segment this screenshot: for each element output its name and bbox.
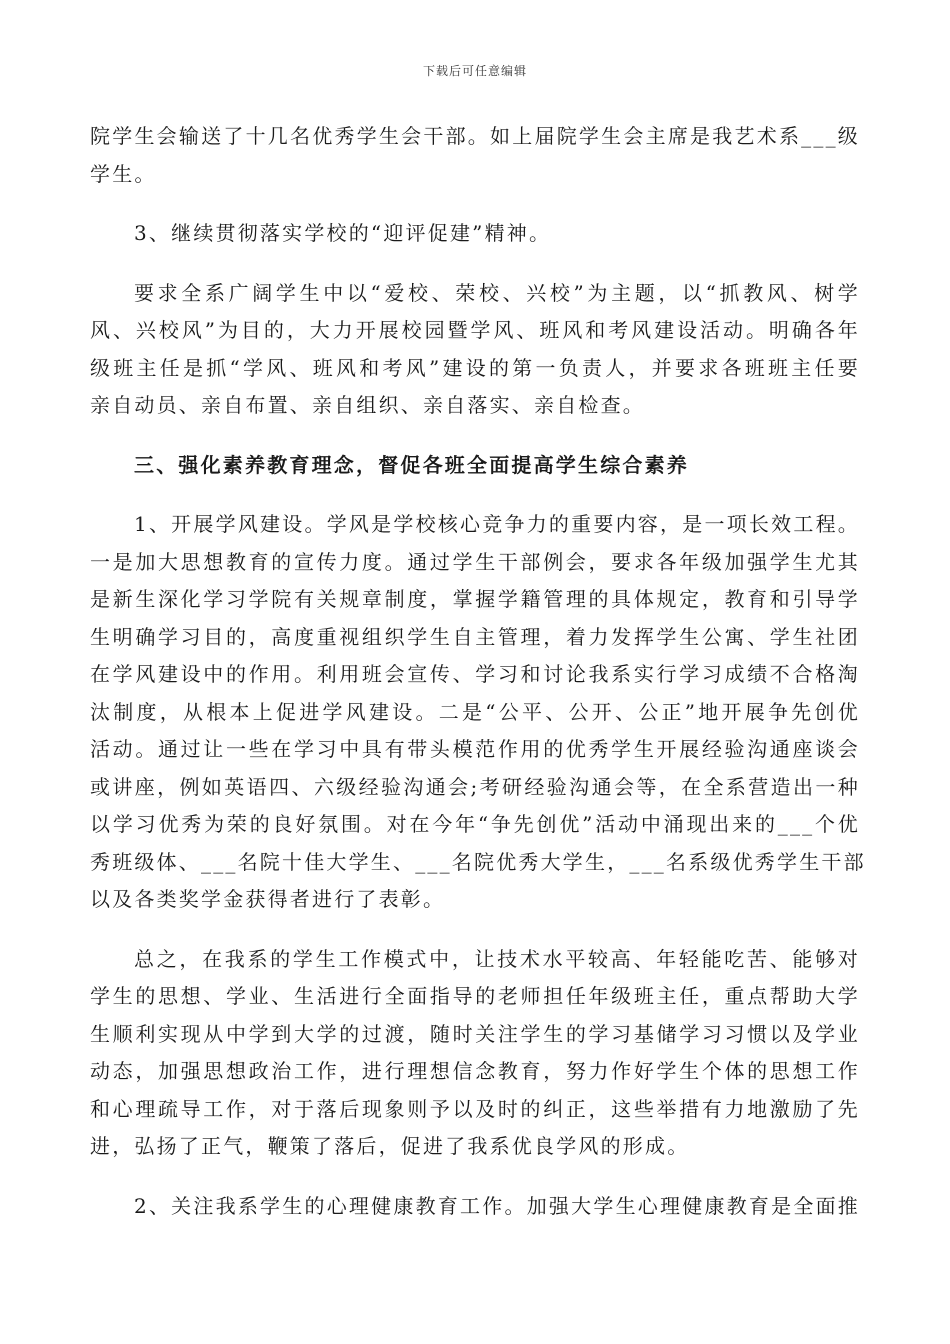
- paragraph-mental-health: [90, 1188, 860, 1226]
- text-line: 在学风建设中的作用。利用班会宣传、学习和讨论我系实行学习成绩不合格淘: [90, 662, 860, 686]
- text-line: 要求全系广阔学生中以“爱校、荣校、兴校”为主题，以“抓教风、树学: [134, 280, 860, 305]
- text-line: 2、关注我系学生的心理健康教育工作。加强大学生心理健康教育是全面推: [134, 1193, 860, 1218]
- text-line: 级班主任是抓“学风、班风和考风”建设的第一负责人，并要求各班班主任要: [90, 355, 860, 380]
- text-line: 亲自动员、亲自布置、亲自组织、亲自落实、亲自检查。: [90, 393, 645, 417]
- paragraph-item-3: [90, 215, 860, 253]
- paragraph-requirements: [90, 275, 860, 425]
- paragraph-continuation: [90, 118, 860, 193]
- text-line: 1、开展学风建设。学风是学校核心竞争力的重要内容，是一项长效工程。: [134, 512, 860, 536]
- text-line: 和心理疏导工作，对于落后现象则予以及时的纠正，这些举措有力地激励了先: [90, 1096, 860, 1121]
- section-heading: [90, 447, 860, 485]
- text-line: 生明确学习目的，高度重视组织学生自主管理，着力发挥学生公寓、学生社团: [90, 624, 860, 649]
- paragraph-study-style: [90, 506, 866, 919]
- text-line: 或讲座，例如英语四、六级经验沟通会;考研经验沟通会等，在全系营造出一种: [90, 774, 860, 799]
- text-line: 动态，加强思想政治工作，进行理想信念教育，努力作好学生个体的思想工作: [90, 1059, 860, 1083]
- text-line: 进，弘扬了正气，鞭策了落后，促进了我系优良学风的形成。: [90, 1134, 690, 1158]
- text-line: 以及各类奖学金获得者进行了表彰。: [90, 887, 446, 911]
- text-line: 学生的思想、学业、生活进行全面指导的老师担任年级班主任，重点帮助大学: [90, 984, 860, 1008]
- text-line: 活动。通过让一些在学习中具有带头模范作用的优秀学生开展经验沟通座谈会: [90, 737, 860, 761]
- text-line: 3、继续贯彻落实学校的“迎评促建”精神。: [134, 221, 552, 245]
- text-line: 院学生会输送了十几名优秀学生会干部。如上届院学生会主席是我艺术系___级: [90, 124, 860, 148]
- heading-text: 三、强化素养教育理念，督促各班全面提高学生综合素养: [134, 452, 689, 477]
- text-line: 风、兴校风”为目的，大力开展校园暨学风、班风和考风建设活动。明确各年: [90, 318, 860, 342]
- text-line: 汰制度，从根本上促进学风建设。二是“公平、公开、公正”地开展争先创优: [90, 699, 860, 724]
- document-body: [90, 118, 866, 1225]
- text-line: 一是加大思想教育的宣传力度。通过学生干部例会，要求各年级加强学生尤其: [90, 549, 860, 574]
- page-header: 下载后可任意编辑: [422, 64, 527, 78]
- text-line: 是新生深化学习学院有关规章制度，掌握学籍管理的具体规定，教育和引导学: [90, 587, 860, 611]
- text-line: 总之，在我系的学生工作模式中，让技术水平较高、年轻能吃苦、能够对: [134, 946, 860, 971]
- text-line: 以学习优秀为荣的良好氛围。对在今年“争先创优”活动中涌现出来的___个优: [90, 812, 860, 836]
- text-line: 生顺利实现从中学到大学的过渡，随时关注学生的学习基储学习习惯以及学业: [90, 1021, 860, 1046]
- text-line: 秀班级体、___名院十佳大学生、___名院优秀大学生，___名系级优秀学生干部: [90, 849, 866, 874]
- text-line: 学生。: [90, 161, 157, 186]
- paragraph-summary: [90, 941, 860, 1166]
